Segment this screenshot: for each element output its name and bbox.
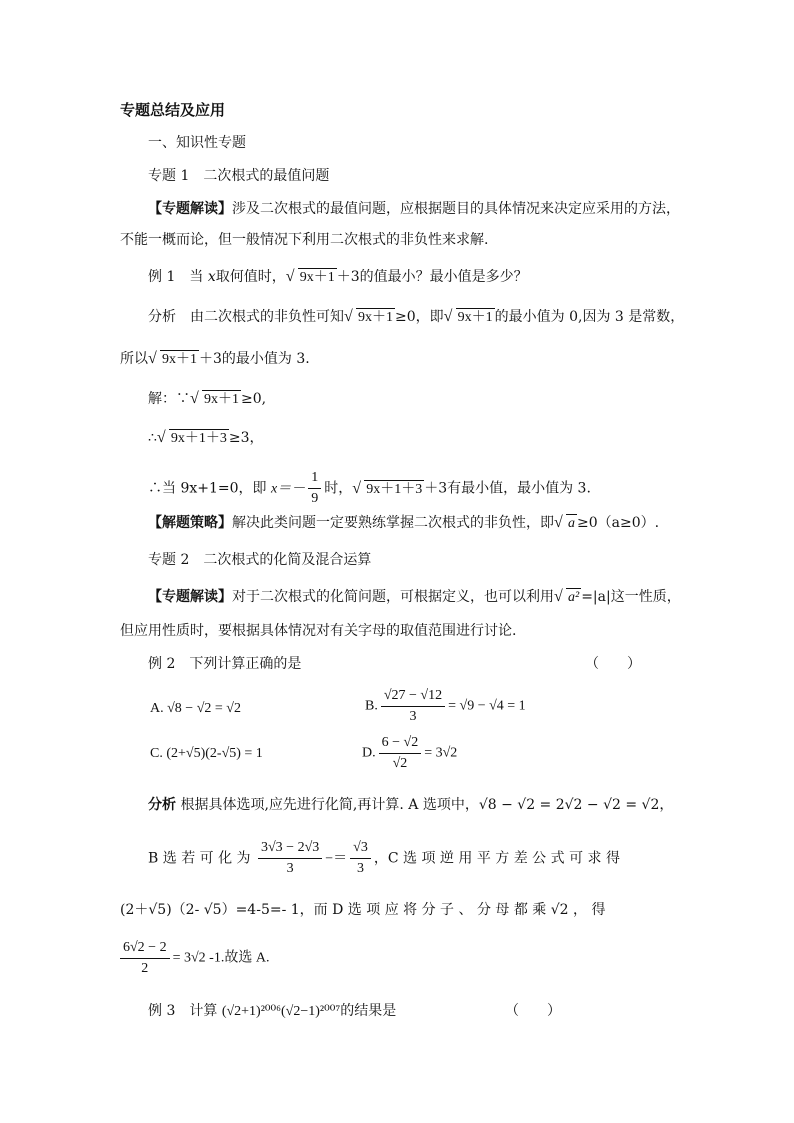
analysis1-line1 bbox=[148, 307, 684, 328]
topic1-intro-tag: 【专题解读】 bbox=[148, 201, 232, 217]
solution3-num: 1 bbox=[308, 468, 321, 489]
doc-title: 专题总结及应用 bbox=[120, 101, 226, 119]
solution3-text-b: 时， bbox=[324, 480, 353, 497]
example1-radical bbox=[288, 268, 337, 288]
section-heading: 一、知识性专题 bbox=[148, 135, 246, 151]
solution1-radical bbox=[192, 390, 241, 410]
option-b-fraction bbox=[381, 686, 445, 727]
analysis2-line4 bbox=[120, 938, 269, 979]
example1-mid: 取何值时， bbox=[215, 269, 286, 285]
analysis2-line3: (2＋√5)（2- √5）=4-5=- 1，而 D 选 项 应 将 分 子 、 分 母 都 乘 √2 ， 得 bbox=[120, 902, 606, 918]
example3-answer-paren: （ ） bbox=[505, 1003, 561, 1019]
analysis1-radical-3 bbox=[150, 350, 199, 370]
example3-text-b: 的结果是 bbox=[340, 1003, 397, 1019]
analysis2-tag: 分析 bbox=[148, 797, 176, 813]
option-c: C. (2+√5)(2-√5) = 1 bbox=[150, 746, 263, 761]
topic1-intro-line1 bbox=[148, 199, 680, 219]
option-d-label: D. bbox=[362, 745, 376, 761]
solution1-line2 bbox=[148, 428, 264, 449]
topic2-intro-text-a1: 对于二次根式的化简问题，可根据定义，也可以利用 bbox=[232, 589, 554, 605]
example1 bbox=[148, 267, 528, 288]
topic2-intro-tag: 【专题解读】 bbox=[148, 589, 232, 605]
option-b-num: √27 − √12 bbox=[381, 686, 445, 707]
strategy1-tail: ≥0（a≥0）. bbox=[577, 515, 660, 531]
solution1-line1 bbox=[148, 389, 266, 410]
topic2-intro-line2: 但应用性质时，要根据具体情况对有关字母的取值范围进行讨论. bbox=[120, 623, 517, 639]
analysis1-radicand-1: 9x＋1 bbox=[358, 310, 393, 325]
option-d-num: 6 − √2 bbox=[379, 733, 422, 754]
strategy1-tag: 【解题策略】 bbox=[148, 515, 232, 531]
solution1-text-a: 解：∵ bbox=[148, 391, 190, 407]
topic1-heading: 专题 1 二次根式的最值问题 bbox=[148, 168, 330, 184]
solution1-line3 bbox=[148, 468, 591, 509]
solution2-radical bbox=[159, 429, 229, 449]
analysis2-text-1: 根据具体选项,应先进行化简,再计算. A 选项中，√8 − √2 = 2√2 − √2 = √2， bbox=[180, 797, 674, 813]
option-b-tail: = √9 − √4 = 1 bbox=[448, 698, 526, 714]
example2-answer-paren: （ ） bbox=[585, 656, 641, 672]
option-d-den: √2 bbox=[392, 756, 408, 771]
solution3-radicand: 9x＋1＋3 bbox=[366, 481, 423, 497]
option-b bbox=[365, 686, 526, 727]
analysis2-num-1: 3√3 − 2√3 bbox=[258, 838, 322, 859]
solution1-text-b: ≥0, bbox=[241, 391, 267, 407]
example1-radicand: 9x＋1 bbox=[299, 270, 335, 285]
example1-var: x bbox=[207, 269, 216, 285]
solution3-text-c: ＋3有最小值，最小值为 3. bbox=[424, 480, 591, 497]
option-a: A. √8 − √2 = √2 bbox=[150, 701, 241, 716]
example2: 例 2 下列计算正确的是 bbox=[148, 656, 302, 672]
option-b-den: 3 bbox=[409, 709, 417, 724]
analysis2-mid: −＝ bbox=[325, 851, 348, 867]
analysis2-text-2a: B 选 若 可 化 为 bbox=[148, 850, 251, 867]
solution3-x: x＝－ bbox=[270, 481, 306, 497]
strategy1-radicand: a bbox=[568, 516, 575, 531]
option-d bbox=[362, 733, 457, 774]
analysis2-num-3: 6√2 − 2 bbox=[120, 938, 170, 959]
analysis1-text-a: 分析 由二次根式的非负性可知 bbox=[148, 309, 344, 325]
analysis2-fraction-3 bbox=[120, 938, 170, 979]
solution3-text-a: ∴当 9x+1=0，即 bbox=[148, 480, 267, 497]
strategy1-radical bbox=[556, 514, 577, 534]
analysis2-text-2b: ，C 选 项 逆 用 平 方 差 公 式 可 求 得 bbox=[373, 850, 620, 867]
analysis2-line2 bbox=[148, 838, 620, 879]
analysis2-den-3: 2 bbox=[141, 961, 149, 976]
analysis2-den-1: 3 bbox=[286, 861, 294, 876]
topic2-intro-text-a2: =|a|这一性质， bbox=[581, 589, 681, 605]
solution2-text-a: ∴ bbox=[148, 430, 157, 446]
strategy1-text: 解决此类问题一定要熟练掌握二次根式的非负性，即 bbox=[232, 515, 554, 531]
topic2-radical bbox=[556, 588, 581, 608]
solution3-den: 9 bbox=[311, 491, 319, 506]
analysis1-radical-2 bbox=[446, 308, 495, 328]
strategy1 bbox=[148, 513, 659, 534]
analysis2-den-2: 3 bbox=[357, 861, 365, 876]
analysis1-radicand-2: 9x＋1 bbox=[457, 310, 493, 325]
analysis1-text-d: 所以 bbox=[120, 351, 148, 367]
solution3-radical bbox=[354, 480, 424, 500]
topic1-intro-line2: 不能一概而论，但一般情况下利用二次根式的非负性来求解. bbox=[120, 232, 489, 248]
topic2-heading: 专题 2 二次根式的化简及混合运算 bbox=[148, 552, 372, 568]
solution1-radicand: 9x＋1 bbox=[204, 392, 239, 407]
option-d-fraction bbox=[379, 733, 422, 774]
option-b-label: B. bbox=[365, 698, 378, 714]
solution2-radicand: 9x＋1＋3 bbox=[170, 431, 227, 446]
example3-expr: (√2+1)²⁰⁰⁶(√2−1)²⁰⁰⁷ bbox=[221, 1004, 341, 1019]
analysis2-fraction-1 bbox=[258, 838, 322, 879]
solution2-text-b: ≥3， bbox=[228, 430, 264, 446]
example1-head: 例 1 当 bbox=[148, 269, 204, 285]
topic2-radicand: a² bbox=[568, 590, 580, 605]
topic1-intro-text-a: 涉及二次根式的最值问题，应根据题目的具体情况来决定应采用的方法， bbox=[232, 201, 680, 217]
analysis1-radicand-3: 9x＋1 bbox=[162, 352, 197, 367]
solution3-fraction bbox=[308, 468, 321, 509]
analysis2-line1 bbox=[148, 795, 673, 815]
example1-tail: ＋3的值最小？最小值是多少？ bbox=[336, 269, 528, 285]
analysis1-text-c: 的最小值为 0,因为 3 是常数， bbox=[494, 309, 685, 325]
analysis2-fraction-2 bbox=[350, 838, 371, 879]
option-d-tail: = 3√2 bbox=[424, 745, 458, 761]
analysis1-text-e: ＋3的最小值为 3. bbox=[199, 351, 310, 367]
analysis1-line2 bbox=[120, 349, 310, 370]
analysis1-radical-1 bbox=[346, 308, 395, 328]
topic2-intro-line1 bbox=[148, 587, 681, 608]
example3 bbox=[148, 1001, 396, 1022]
example3-text-a: 例 3 计算 bbox=[148, 1003, 218, 1019]
analysis1-text-b: ≥0，即 bbox=[395, 309, 444, 325]
analysis2-tail: = 3√2 -1.故选 A. bbox=[172, 950, 270, 966]
analysis2-num-2: √3 bbox=[350, 838, 371, 859]
